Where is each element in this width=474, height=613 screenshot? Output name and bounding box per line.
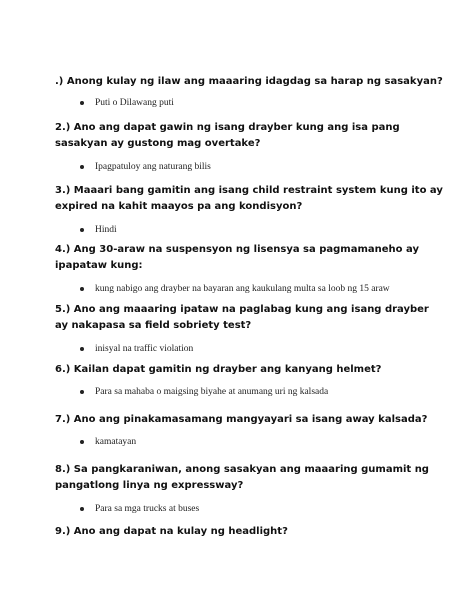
qa-item-3 <box>55 183 445 236</box>
question-1: .) Anong kulay ng ilaw ang maaaring idagdag sa harap ng sasakyan? <box>55 76 443 87</box>
question-6: 6.) Kailan dapat gamitin ng drayber ang kanyang helmet? <box>55 364 382 375</box>
answer-3-text: Hindi <box>95 225 117 235</box>
qa-item-1 <box>55 74 445 109</box>
bullet-icon <box>80 165 84 169</box>
answer-6 <box>55 386 445 398</box>
question-5: 5.) Ano ang maaaring ipataw na paglabag kung ang isang drayber ay nakapasa sa field sobriety test? <box>55 304 429 331</box>
answer-2 <box>55 161 445 173</box>
question-9: 9.) Ano ang dapat na kulay ng headlight? <box>55 526 288 537</box>
question-2: 2.) Ano ang dapat gawin ng isang drayber kung ang isa pang sasakyan ay gustong mag overtake? <box>55 122 400 149</box>
question-7: 7.) Ano ang pinakamasamang mangyayari sa isang away kalsada? <box>55 414 428 425</box>
answer-8 <box>55 503 445 515</box>
qa-item-2 <box>55 120 445 173</box>
qa-item-9 <box>55 524 445 540</box>
answer-6-text: Para sa mahaba o maigsing biyahe at anumang uri ng kalsada <box>95 387 329 397</box>
answer-4 <box>55 283 445 295</box>
answer-8-text: Para sa mga trucks at buses <box>95 504 200 514</box>
answer-3 <box>55 224 445 236</box>
bullet-icon <box>80 228 84 232</box>
answer-7 <box>55 436 445 448</box>
question-8: 8.) Sa pangkaraniwan, anong sasakyan ang maaaring gumamit ng pangatlong linya ng expressway? <box>55 464 429 491</box>
qa-item-5 <box>55 302 445 355</box>
question-4: 4.) Ang 30-araw na suspensyon ng lisensya sa pagmamaneho ay ipapataw kung: <box>55 244 419 271</box>
question-3: 3.) Maaari bang gamitin ang isang child restraint system kung ito ay expired na kahit maayos pa ang kondisyon? <box>55 185 443 212</box>
bullet-icon <box>80 347 84 351</box>
bullet-icon <box>80 390 84 394</box>
answer-1 <box>55 97 445 109</box>
bullet-icon <box>80 440 84 444</box>
answer-2-text: Ipagpatuloy ang naturang bilis <box>95 162 211 172</box>
bullet-icon <box>80 287 84 291</box>
answer-1-text: Puti o Dilawang puti <box>95 98 174 108</box>
answer-5 <box>55 343 445 355</box>
qa-item-7 <box>55 412 445 448</box>
answer-4-text: kung nabigo ang drayber na bayaran ang kaukulang multa sa loob ng 15 araw <box>95 284 390 294</box>
qa-item-6 <box>55 362 445 398</box>
qa-item-8 <box>55 462 445 515</box>
answer-5-text: inisyal na traffic violation <box>95 344 194 354</box>
bullet-icon <box>80 507 84 511</box>
qa-item-4 <box>55 242 445 295</box>
answer-7-text: kamatayan <box>95 437 137 447</box>
bullet-icon <box>80 101 84 105</box>
